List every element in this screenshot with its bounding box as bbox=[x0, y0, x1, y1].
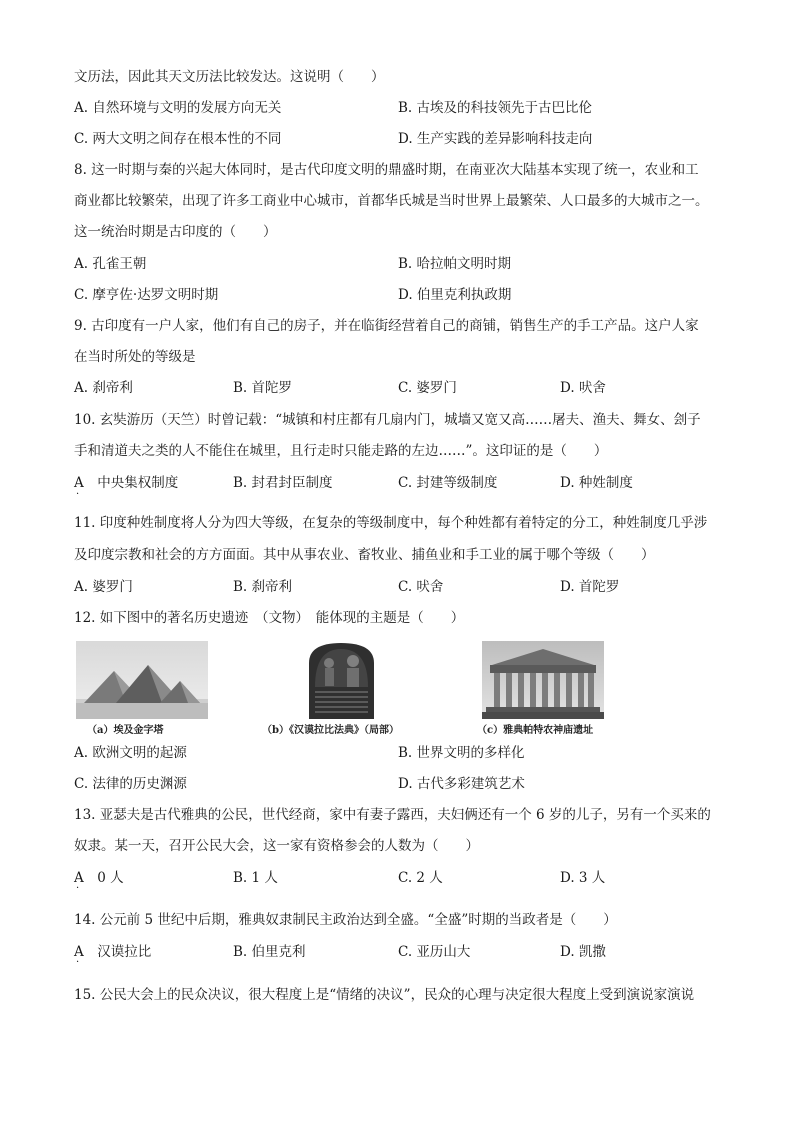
q7-stem-tail: 文历法，因此其天文历法比较发达。这说明（ ） bbox=[74, 69, 385, 85]
caption-c: （c）雅典帕特农神庙遗址 bbox=[477, 725, 594, 736]
q9-stem-line-1: 9. 古印度有一户人家，他们有自己的房子，并在临街经营着自己的商铺，销售生产的手工产品。这户人家 bbox=[74, 318, 699, 334]
q8-stem-line-3: 这一统治时期是古印度的（ ） bbox=[74, 224, 277, 240]
q12-option-d: D. 古代多彩建筑艺术 bbox=[398, 776, 525, 792]
q14-option-b: B. 伯里克利 bbox=[233, 944, 306, 960]
q9-stem-line-2: 在当时所处的等级是 bbox=[74, 349, 196, 365]
q10-option-c: C. 封建等级制度 bbox=[398, 475, 498, 491]
q10-stem-line-1: 10. 玄奘游历（天竺）时曾记载：“城镇和村庄都有几扇内门，城墙又宽又高……屠夫、渔夫、舞女、刽子 bbox=[74, 412, 701, 428]
q7-option-c: C. 两大文明之间存在根本性的不同 bbox=[74, 131, 282, 147]
q13-option-a: A 0 人 bbox=[74, 870, 124, 886]
q15-stem: 15. 公民大会上的民众决议，很大程度上是“情绪的决议”，民众的心理与决定很大程度上受到演说家演说 bbox=[74, 987, 695, 1003]
q8-stem-line-1: 8. 这一时期与秦的兴起大体同时，是古代印度文明的鼎盛时期，在南亚次大陆基本实现了统一，农业和工 bbox=[74, 162, 699, 178]
q14-stem: 14. 公元前 5 世纪中后期，雅典奴隶制民主政治达到全盛。“全盛”时期的当政者是（ ） bbox=[74, 912, 617, 928]
caption-b: （b）《汉谟拉比法典》（局部） bbox=[262, 725, 399, 736]
q12-stem: 12. 如下图中的著名历史遗迹 （文物） 能体现的主题是（ ） bbox=[74, 610, 465, 626]
q11-stem-line-2: 及印度宗教和社会的方方面面。其中从事农业、畜牧业、捕鱼业和手工业的属于哪个等级（ ） bbox=[74, 547, 655, 563]
q8-option-b: B. 哈拉帕文明时期 bbox=[398, 256, 512, 272]
q14-option-d: D. 凯撒 bbox=[560, 944, 606, 960]
q13-stem-line-1: 13. 亚瑟夫是古代雅典的公民，世代经商，家中有妻子露西，夫妇俩还有一个 6 岁的儿子，另有一个买来的 bbox=[74, 807, 711, 823]
q13-option-b: B. 1 人 bbox=[233, 870, 278, 886]
q9-option-c: C. 婆罗门 bbox=[398, 380, 457, 396]
q8-option-c: C. 摩亨佐·达罗文明时期 bbox=[74, 287, 219, 303]
q9-option-d: D. 吠舍 bbox=[560, 380, 606, 396]
q13-option-c: C. 2 人 bbox=[398, 870, 443, 886]
q7-option-a: A. 自然环境与文明的发展方向无关 bbox=[74, 100, 282, 116]
dot-mark: · bbox=[76, 489, 80, 500]
pyramids-image bbox=[76, 641, 208, 719]
q11-option-b: B. 刹帝利 bbox=[233, 579, 293, 595]
hammurabi-stele-image bbox=[301, 641, 382, 719]
q11-option-a: A. 婆罗门 bbox=[74, 579, 133, 595]
q7-option-b: B. 古埃及的科技领先于古巴比伦 bbox=[398, 100, 593, 116]
q11-option-c: C. 吠舍 bbox=[398, 579, 444, 595]
q14-option-a: A 汉谟拉比 bbox=[74, 944, 152, 960]
q10-option-d: D. 种姓制度 bbox=[560, 475, 633, 491]
q10-option-b: B. 封君封臣制度 bbox=[233, 475, 333, 491]
q13-stem-line-2: 奴隶。某一天，召开公民大会，这一家有资格参会的人数为（ ） bbox=[74, 838, 479, 854]
q8-option-d: D. 伯里克利执政期 bbox=[398, 287, 512, 303]
q11-stem-line-1: 11. 印度种姓制度将人分为四大等级，在复杂的等级制度中，每个种姓都有着特定的分工，种姓制度几乎涉 bbox=[74, 515, 708, 531]
parthenon-image bbox=[482, 641, 604, 719]
q12-option-a: A. 欧洲文明的起源 bbox=[74, 745, 187, 761]
q10-option-a: A 中央集权制度 bbox=[74, 475, 179, 491]
q14-option-c: C. 亚历山大 bbox=[398, 944, 471, 960]
q12-option-c: C. 法律的历史渊源 bbox=[74, 776, 187, 792]
dot-mark: · bbox=[76, 957, 80, 968]
q13-option-d: D. 3 人 bbox=[560, 870, 606, 886]
q11-option-d: D. 首陀罗 bbox=[560, 579, 620, 595]
q10-stem-line-2: 手和清道夫之类的人不能住在城里，且行走时只能走路的左边……”。这印证的是（ ） bbox=[74, 443, 608, 459]
q9-option-b: B. 首陀罗 bbox=[233, 380, 293, 396]
q8-stem-line-2: 商业都比较繁荣，出现了许多工商业中心城市，首都华氏城是当时世界上最繁荣、人口最多的大城市之一。 bbox=[74, 193, 709, 209]
q7-option-d: D. 生产实践的差异影响科技走向 bbox=[398, 131, 593, 147]
caption-a: （a）埃及金字塔 bbox=[87, 725, 164, 736]
dot-mark: · bbox=[76, 883, 80, 894]
q12-option-b: B. 世界文明的多样化 bbox=[398, 745, 525, 761]
q8-option-a: A. 孔雀王朝 bbox=[74, 256, 147, 272]
q9-option-a: A. 刹帝利 bbox=[74, 380, 133, 396]
